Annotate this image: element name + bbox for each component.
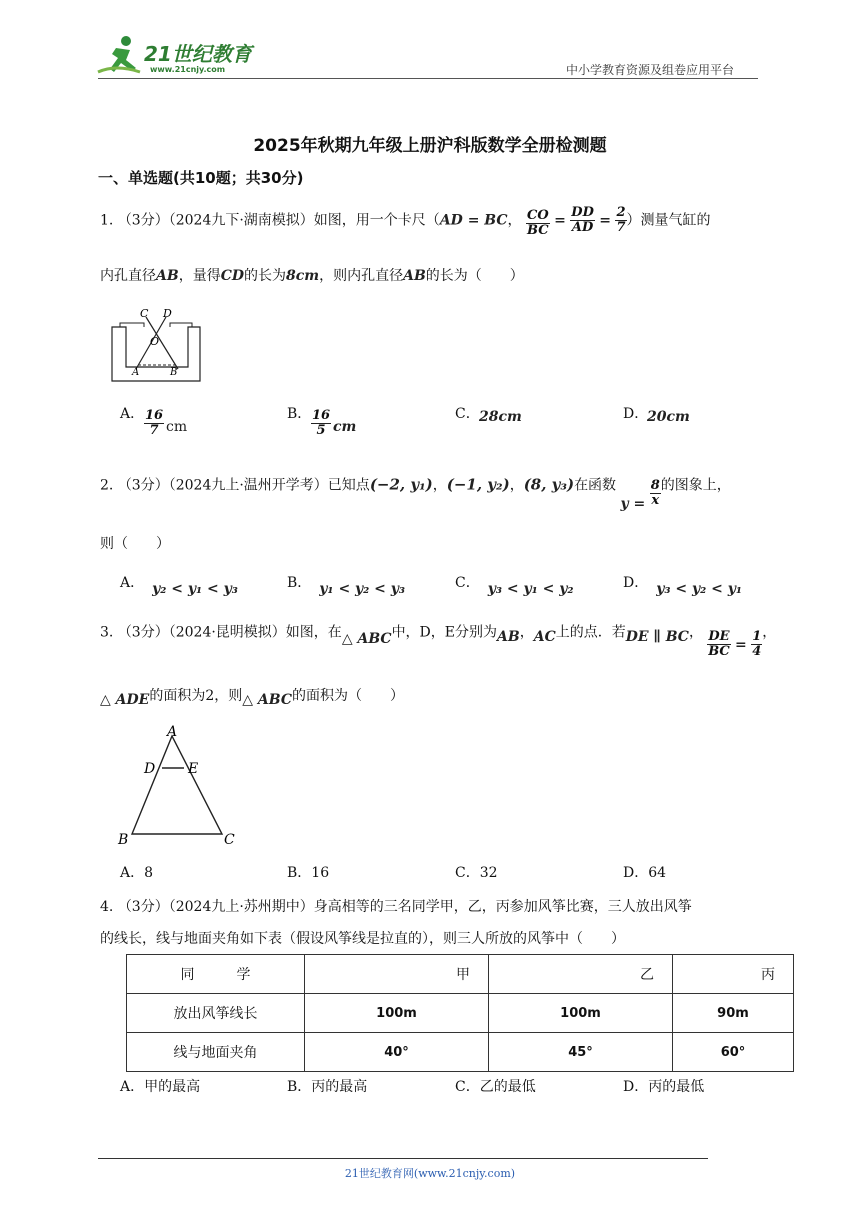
logo bbox=[96, 34, 256, 78]
table-cell: 60° bbox=[673, 1033, 794, 1072]
svg-text:C: C bbox=[224, 832, 235, 848]
footer-rule bbox=[98, 1158, 708, 1159]
option-a[interactable]: A． y₂ < y₁ < y₃ bbox=[120, 575, 238, 597]
logo-text: 21世纪教育 bbox=[144, 42, 252, 66]
svg-text:E: E bbox=[188, 761, 199, 777]
option-b[interactable]: B． y₁ < y₂ < y₃ bbox=[287, 575, 406, 597]
svg-text:D: D bbox=[163, 307, 172, 320]
table-cell: 45° bbox=[489, 1033, 673, 1072]
question-meta: （3分）（2024九下·湖南模拟）如图，用一个卡尺（ bbox=[117, 212, 440, 229]
logo-url: www.21cnjy.com bbox=[150, 65, 226, 74]
option-b[interactable]: B． $\frac{16}{5}$ cm bbox=[287, 406, 357, 438]
section-heading: 一、单选题(共10题；共30分) bbox=[98, 169, 304, 187]
table-cell: 40° bbox=[305, 1033, 489, 1072]
fraction: $\frac{DD}{AD}$ bbox=[571, 205, 594, 235]
caliper-figure bbox=[110, 305, 210, 385]
question-1-line-1: 1. （3分）（2024九下·湖南模拟）如图，用一个卡尺（AD = BC， $\frac{CO}{BC}$ = $\frac{DD}{AD}$ = $\frac{2}{7}$ ）测量气缸的 bbox=[100, 205, 711, 238]
svg-text:O: O bbox=[150, 335, 160, 348]
svg-text:A: A bbox=[132, 367, 140, 378]
triangle-figure bbox=[112, 722, 242, 850]
table-row bbox=[127, 994, 794, 1033]
svg-text:B: B bbox=[118, 832, 129, 848]
svg-text:D: D bbox=[144, 761, 156, 777]
option-c[interactable]: C．乙的最低 bbox=[455, 1079, 536, 1095]
option-b[interactable]: B．丙的最高 bbox=[287, 1079, 368, 1095]
kite-data-table bbox=[126, 954, 794, 1072]
footer-link[interactable]: 21世纪教育网(www.21cnjy.com) bbox=[344, 1167, 516, 1180]
option-b[interactable]: B．16 bbox=[287, 865, 330, 881]
table-header-cell: 丙 bbox=[673, 955, 794, 994]
runner-logo-icon bbox=[96, 34, 148, 78]
question-number: 1. bbox=[100, 212, 114, 229]
platform-name: 中小学教育资源及组卷应用平台 bbox=[566, 63, 735, 77]
option-d[interactable]: D． 20cm bbox=[623, 406, 690, 425]
option-d[interactable]: D．丙的最低 bbox=[623, 1079, 705, 1095]
table-cell: 放出风筝线长 bbox=[127, 994, 305, 1033]
question-1-line-2: 内孔直径AB，量得CD的长为8cm，则内孔直径AB的长为（ ） bbox=[100, 268, 524, 284]
page-title: 2025年秋期九年级上册沪科版数学全册检测题 bbox=[253, 136, 607, 156]
fraction: $\frac{2}{7}$ bbox=[616, 205, 626, 235]
table-row bbox=[127, 955, 794, 994]
table-header-cell: 乙 bbox=[489, 955, 673, 994]
option-d[interactable]: D．64 bbox=[623, 865, 667, 881]
svg-text:C: C bbox=[140, 307, 149, 320]
header-rule bbox=[98, 78, 758, 79]
svg-text:B: B bbox=[170, 367, 178, 378]
table-header-cell: 同 学 bbox=[127, 955, 305, 994]
table-cell: 100m bbox=[489, 994, 673, 1033]
option-c[interactable]: C．32 bbox=[455, 865, 498, 881]
question-2-line-2: 则（ ） bbox=[100, 536, 170, 552]
table-cell: 线与地面夹角 bbox=[127, 1033, 305, 1072]
question-2-line-1: 2. （3分）（2024九上·温州开学考）已知点(−2, y₁)，(−1, y₂)，(8, y₃)在函数 y = $\frac{8}{x}$ 的图象上， bbox=[100, 475, 731, 512]
question-4-line-2: 的线长，线与地面夹角如下表（假设风筝线是拉直的），则三人所放的风筝中（ ） bbox=[100, 931, 625, 947]
option-a[interactable]: A． $\frac{16}{7}$ cm bbox=[120, 406, 188, 438]
option-c[interactable]: C． 28cm bbox=[455, 406, 522, 425]
table-cell: 100m bbox=[305, 994, 489, 1033]
question-4-line-1: 4. （3分）（2024九上·苏州期中）身高相等的三名同学甲，乙，丙参加风筝比赛，三人放出风筝 bbox=[100, 899, 692, 915]
fraction: $\frac{CO}{BC}$ bbox=[526, 208, 549, 238]
option-d[interactable]: D． y₃ < y₂ < y₁ bbox=[623, 575, 742, 597]
option-a[interactable]: A．8 bbox=[120, 865, 154, 881]
condition-math: AD = BC bbox=[439, 212, 508, 229]
svg-text:A: A bbox=[167, 724, 178, 740]
option-c[interactable]: C． y₃ < y₁ < y₂ bbox=[455, 575, 574, 597]
table-row bbox=[127, 1033, 794, 1072]
table-cell: 90m bbox=[673, 994, 794, 1033]
option-a[interactable]: A．甲的最高 bbox=[120, 1079, 201, 1095]
question-3-line-1: 3. （3分）（2024·昆明模拟）如图，在△ ABC中，D，E分别为AB，AC上的点．若DE ∥ BC， $\frac{DE}{BC}$ = $\frac{1}{4}$ ， bbox=[100, 624, 777, 659]
question-3-line-2: △ ADE的面积为2，则△ ABC的面积为（ ） bbox=[100, 688, 404, 708]
table-header-cell: 甲 bbox=[305, 955, 489, 994]
